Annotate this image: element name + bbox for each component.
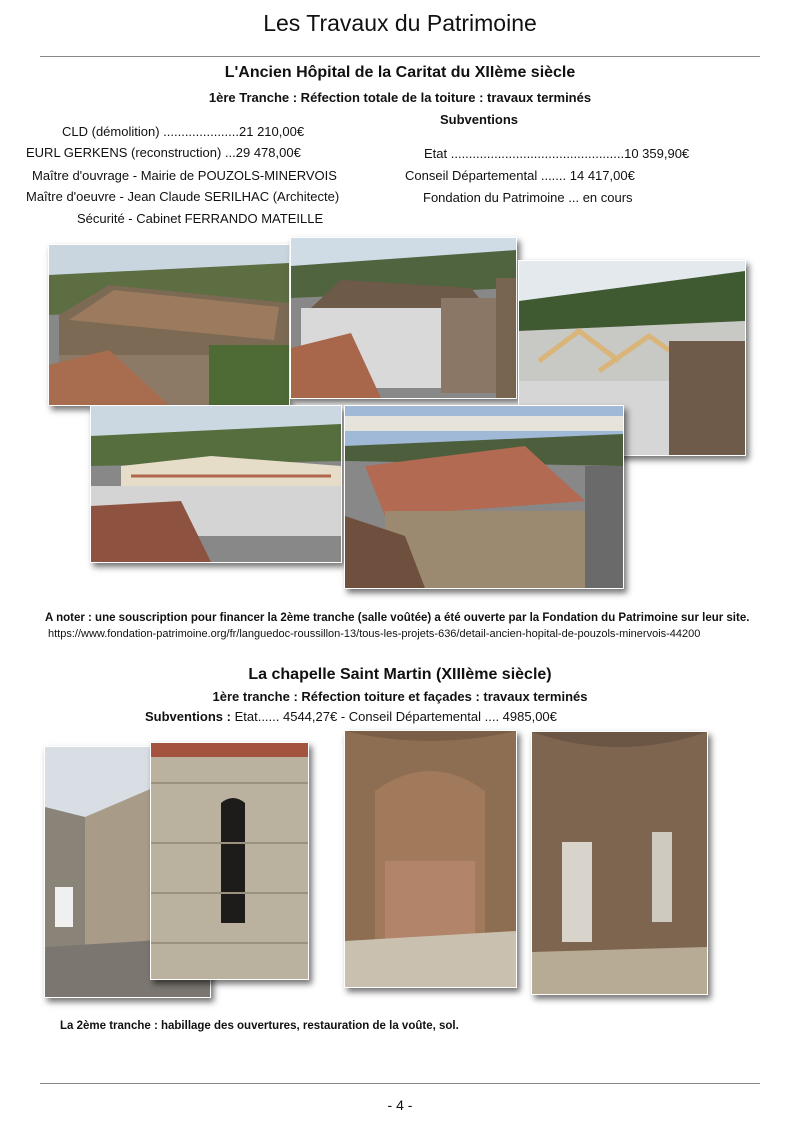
- cost-line: CLD (démolition) .....................21 210,00€: [62, 124, 305, 139]
- footer-rule: [40, 1083, 760, 1084]
- page-title: Les Travaux du Patrimoine: [263, 10, 537, 36]
- title-rule: [40, 56, 760, 57]
- page-number: - 4 -: [387, 1097, 413, 1113]
- chapel-tranche: 1ère tranche : Réfection toiture et façades : travaux terminés: [212, 689, 588, 704]
- hospital-title: L'Ancien Hôpital de la Caritat du XIIème siècle: [224, 64, 576, 81]
- subvention-line: Conseil Départemental ....... 14 417,00€: [405, 168, 635, 183]
- hospital-url[interactable]: https://www.fondation-patrimoine.org/fr/languedoc-roussillon-13/tous-les-projets-636/detail-ancien-hopital-de-pouzols-minervois-44200: [48, 628, 701, 640]
- people-line: Maître d'ouvrage - Mairie de POUZOLS-MINERVOIS: [32, 168, 337, 183]
- hospital-photo-scaffolding: [290, 237, 517, 399]
- chapel-subventions-label: Subventions :: [145, 709, 231, 724]
- subventions-heading: Subventions: [440, 112, 519, 127]
- chapel-note: La 2ème tranche : habillage des ouvertures, restauration de la voûte, sol.: [60, 1020, 459, 1032]
- chapel-subventions-text: Etat...... 4544,27€ - Conseil Départemental .... 4985,00€: [234, 709, 557, 724]
- chapel-subventions: [145, 709, 557, 724]
- people-line: Maître d'oeuvre - Jean Claude SERILHAC (Architecte): [26, 189, 340, 204]
- chapel-title: La chapelle Saint Martin (XIIIème siècle): [248, 666, 552, 683]
- hospital-photo-roof-demolition: [48, 244, 290, 406]
- chapel-photo-vault-interior: [344, 730, 517, 988]
- hospital-tranche: 1ère Tranche : Réfection totale de la toiture : travaux terminés: [208, 90, 592, 105]
- subvention-line: Etat ................................................10 359,90€: [424, 146, 690, 161]
- people-line: Sécurité - Cabinet FERRANDO MATEILLE: [77, 211, 324, 226]
- chapel-photo-facade-window: [150, 742, 309, 980]
- hospital-note: A noter : une souscription pour financer la 2ème tranche (salle voûtée) a été ouverte par la Fondation du Patrimoine sur leur site.: [45, 612, 750, 624]
- hospital-photo-roof-rebuild: [90, 405, 342, 563]
- subvention-line: Fondation du Patrimoine ... en cours: [423, 190, 633, 205]
- cost-line: EURL GERKENS (reconstruction) ...29 478,00€: [26, 145, 301, 160]
- hospital-photo-finished-roof: [344, 405, 624, 589]
- chapel-photo-interior-openings: [531, 731, 708, 995]
